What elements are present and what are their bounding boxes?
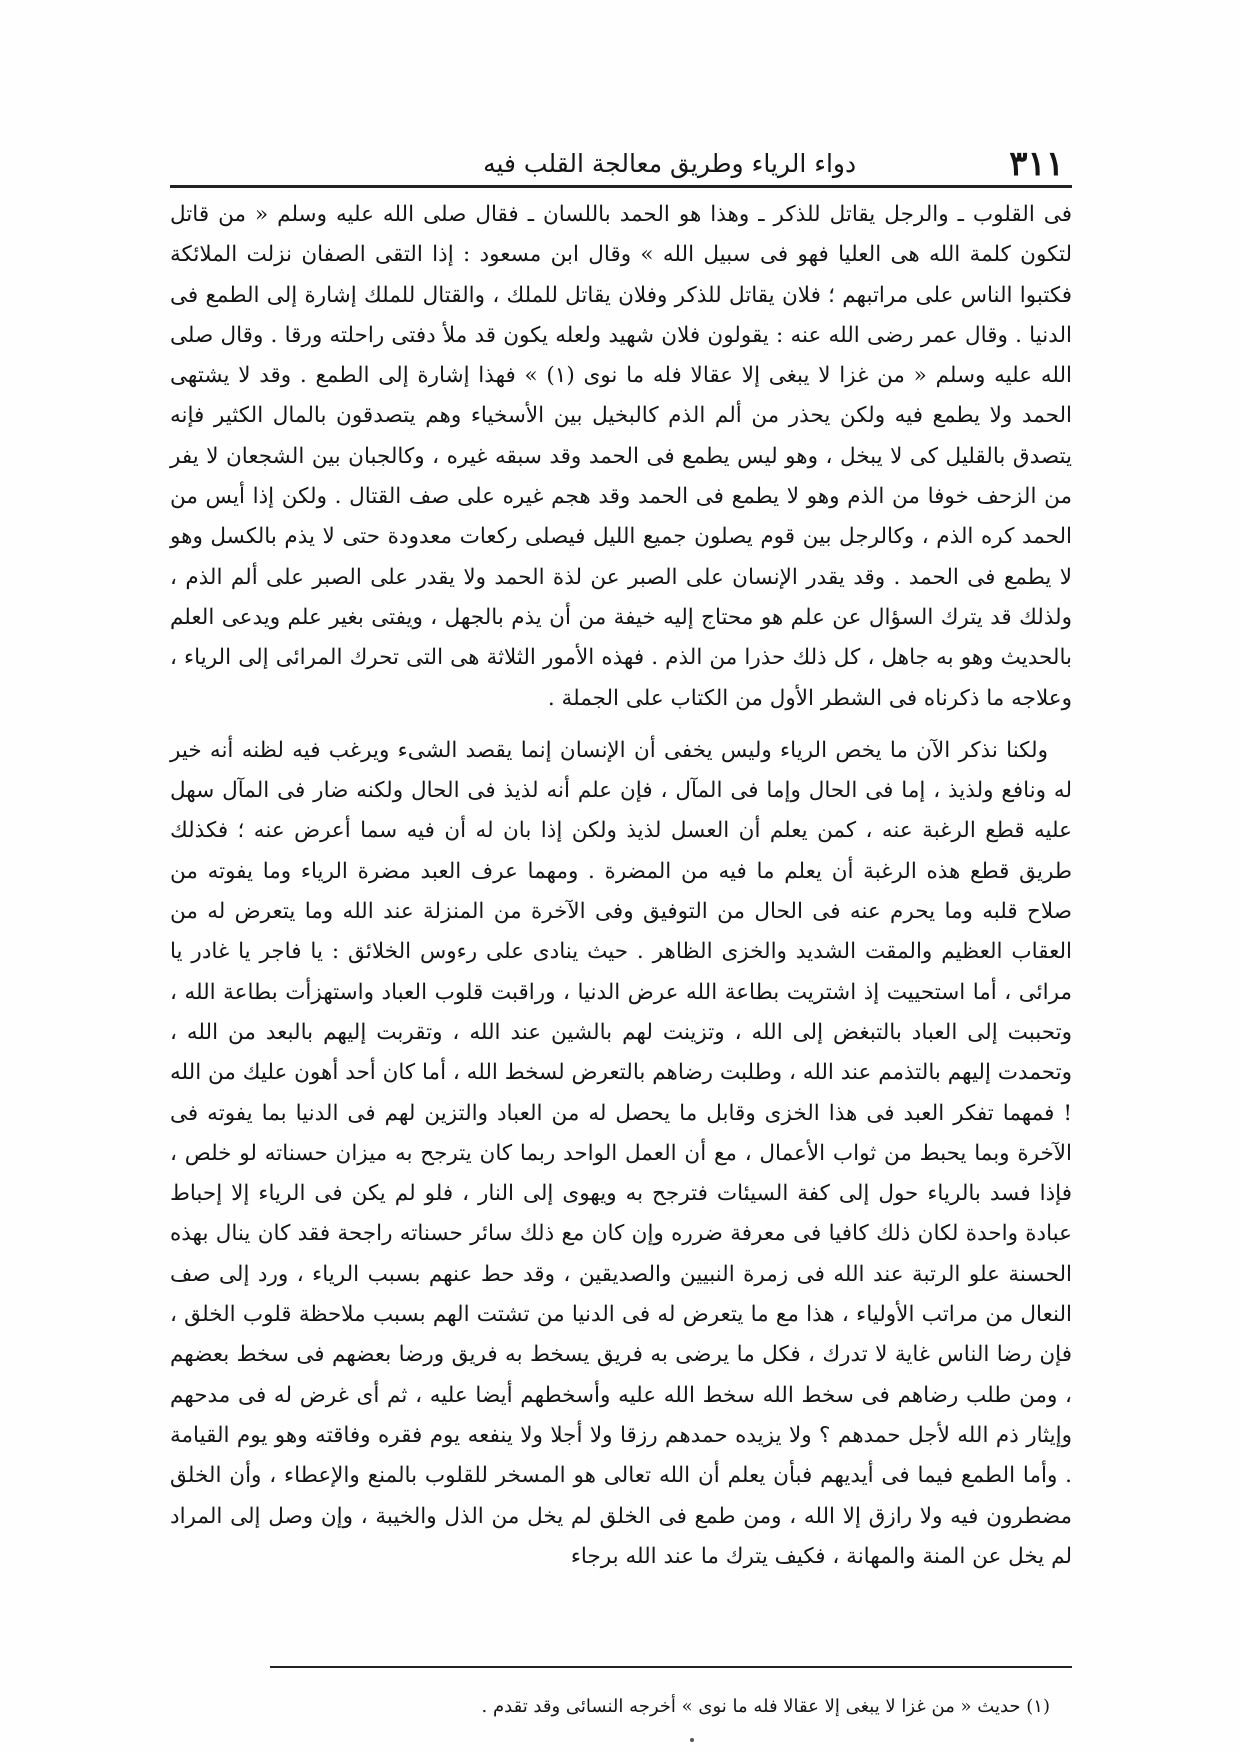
running-title: دواء الرياء وطريق معالجة القلب فيه [483,149,857,178]
header-rule [170,185,1072,188]
footnote: (١) حديث « من غزا لا يبغى إلا عقالا فله ما نوى » أخرجه النسائى وقد تقدم . [481,1696,1050,1717]
body-paragraph-1: فى القلوب ـ والرجل يقاتل للذكر ـ وهذا هو الحمد باللسان ـ فقال صلى الله عليه وسلم « من قاتل لتكون كلمة الله هى العليا فهو فى سبيل الله » وقال ابن مسعود : إذا التقى الصفان نزلت الملائكة فكتبوا الناس على مراتبهم ؛ فلان يقاتل للذكر وفلان يقاتل للملك ، والقتال للملك إشارة إلى الطمع فى الدنيا . وقال عمر رضى الله عنه : يقولون فلان شهيد ولعله يكون قد ملأ دفتى راحلته ورقا . وقال صلى الله عليه وسلم « من غزا لا يبغى إلا عقالا فله ما نوى (١) » فهذا إشارة إلى الطمع . وقد لا يشتهى الحمد ولا يطمع فيه ولكن يحذر من ألم الذم كالبخيل بين الأسخياء وهم يتصدقون بالمال الكثير فإنه يتصدق بالقليل كى لا يبخل ، وهو ليس يطمع فى الحمد وقد سبقه غيره ، وكالجبان بين الشجعان لا يفر من الزحف خوفا من الذم وهو لا يطمع فى الحمد وقد هجم غيره على صف القتال . ولكن إذا أيس من الحمد كره الذم ، وكالرجل بين قوم يصلون جميع الليل فيصلى ركعات معدودة حتى لا يذم بالكسل وهو لا يطمع فى الحمد . وقد يقدر الإنسان على الصبر عن لذة الحمد ولا يقدر على الصبر على ألم الذم ، ولذلك قد يترك السؤال عن علم هو محتاج إليه خيفة من أن يذم بالجهل ، ويفتى بغير علم ويدعى العلم بالحديث وهو به جاهل ، كل ذلك حذرا من الذم . فهذه الأمور الثلاثة هى التى تحرك المرائى إلى الرياء ، وعلاجه ما ذكرناه فى الشطر الأول من الكتاب على الجملة . [170,202,1072,711]
footnote-rule [270,1666,1072,1668]
page-header [170,140,1072,184]
page-mark [690,1738,694,1742]
body-paragraph-2: ولكنا نذكر الآن ما يخص الرياء وليس يخفى أن الإنسان إنما يقصد الشىء ويرغب فيه لظنه أنه خير له ونافع ولذيذ ، إما فى الحال وإما فى المآل ، فإن علم أنه لذيذ فى الحال ولكنه ضار فى المآل سهل عليه قطع الرغبة عنه ، كمن يعلم أن العسل لذيذ ولكن إذا بان له أن فيه سما أعرض عنه ؛ فكذلك طريق قطع هذه الرغبة أن يعلم ما فيه من المضرة . ومهما عرف العبد مضرة الرياء وما يفوته من صلاح قلبه وما يحرم عنه فى الحال من التوفيق وفى الآخرة من المنزلة عند الله وما يتعرض له من العقاب العظيم والمقت الشديد والخزى الظاهر . حيث ينادى على رءوس الخلائق : يا فاجر يا غادر يا مرائى ، أما استحييت إذ اشتريت بطاعة الله عرض الدنيا ، وراقبت قلوب العباد واستهزأت بطاعة الله ، وتحببت إلى العباد بالتبغض إلى الله ، وتزينت لهم بالشين عند الله ، وتقربت إليهم بالبعد من الله ، وتحمدت إليهم بالتذمم عند الله ، وطلبت رضاهم بالتعرض لسخط الله ، أما كان أحد أهون عليك من الله ! فمهما تفكر العبد فى هذا الخزى وقابل ما يحصل له من العباد والتزين لهم فى الدنيا بما يفوته فى الآخرة وبما يحبط من ثواب الأعمال ، مع أن العمل الواحد ربما كان يترجح به ميزان حسناته لو خلص ، فإذا فسد بالرياء حول إلى كفة السيئات فترجح به ويهوى إلى النار ، فلو لم يكن فى الرياء إلا إحباط عبادة واحدة لكان ذلك كافيا فى معرفة ضرره وإن كان مع ذلك سائر حسناته راجحة فقد كان ينال بهذه الحسنة علو الرتبة عند الله فى زمرة النبيين والصديقين ، وقد حط عنهم بسبب الرياء ، ورد إلى صف النعال من مراتب الأولياء ، هذا مع ما يتعرض له فى الدنيا من تشتت الهم بسبب ملاحظة قلوب الخلق ، فإن رضا الناس غاية لا تدرك ، فكل ما يرضى به فريق يسخط به فريق ورضا بعضهم فى سخط بعضهم ، ومن طلب رضاهم فى سخط الله سخط الله عليه وأسخطهم أيضا عليه ، ثم أى غرض له فى مدحهم وإيثار ذم الله لأجل حمدهم ؟ ولا يزيده حمدهم رزقا ولا أجلا ولا ينفعه يوم فقره وفاقته وهو يوم القيامة . وأما الطمع فيما فى أيديهم فبأن يعلم أن الله تعالى هو المسخر للقلوب بالمنع والإعطاء ، وأن الخلق مضطرون فيه ولا رازق إلا الله ، ومن طمع فى الخلق لم يخل من الذل والخيبة ، وإن وصل إلى المراد لم يخل عن المنة والمهانة ، فكيف يترك ما عند الله برجاء [170,737,1072,1569]
page-number: ٣١١ [1009,144,1064,184]
page-body [170,195,1072,1577]
